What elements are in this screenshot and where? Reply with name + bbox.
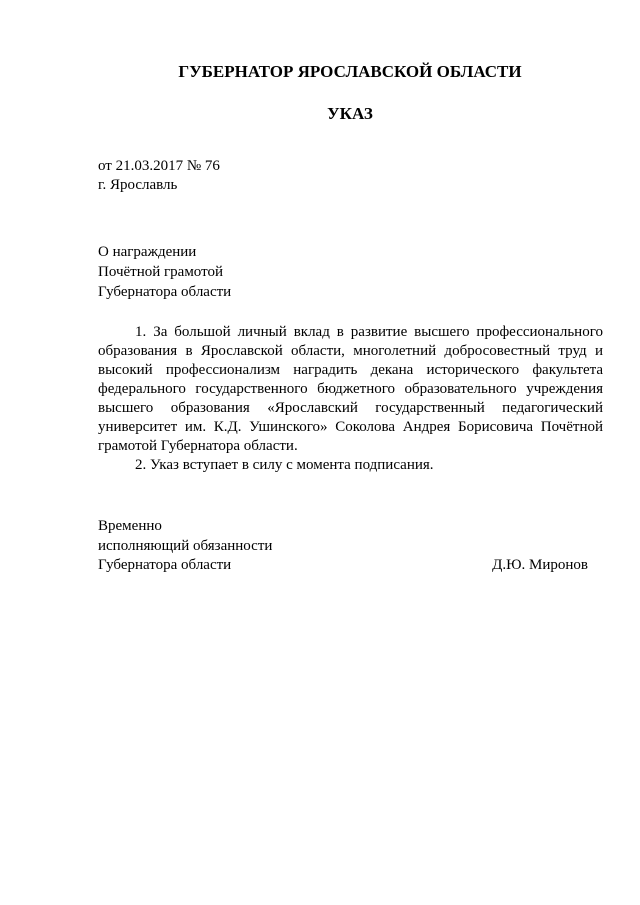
signatory-title-line: Временно — [98, 518, 162, 534]
issue-city: г. Ярославль — [98, 177, 178, 193]
signature-block — [98, 517, 603, 576]
document-meta — [98, 157, 220, 195]
signatory-name: Д.Ю. Миронов — [492, 557, 588, 573]
signatory-final-row — [98, 556, 603, 576]
body-paragraph-2: 2. Указ вступает в силу с момента подписания. — [135, 457, 434, 473]
issuing-authority-heading: ГУБЕРНАТОР ЯРОСЛАВСКОЙ ОБЛАСТИ — [178, 62, 522, 81]
signatory-title-line: исполняющий обязанности — [98, 537, 273, 554]
document-subject — [98, 242, 231, 302]
document-type-heading: УКАЗ — [327, 104, 373, 123]
subject-line: О награждении — [98, 244, 197, 260]
body-paragraph-1: 1. За большой личный вклад в развитие высшего профессионального образования в Ярославской области, многолетний добросовестный труд и высокий профессионализм наградить декана исторического факультета федерального государственного бюджетного образовательного учреждения высшего образования «Ярославский государственный педагогический университет им. К.Д. Ушинского» Соколова Андрея Борисовича Почётной грамотой Губернатора области. — [98, 324, 603, 454]
subject-line: Почётной грамотой — [98, 264, 223, 280]
date-and-number: от 21.03.2017 № 76 — [98, 158, 220, 174]
document-body — [98, 323, 603, 475]
signatory-title-line: Губернатора области — [98, 557, 232, 573]
subject-line: Губернатора области — [98, 284, 232, 300]
